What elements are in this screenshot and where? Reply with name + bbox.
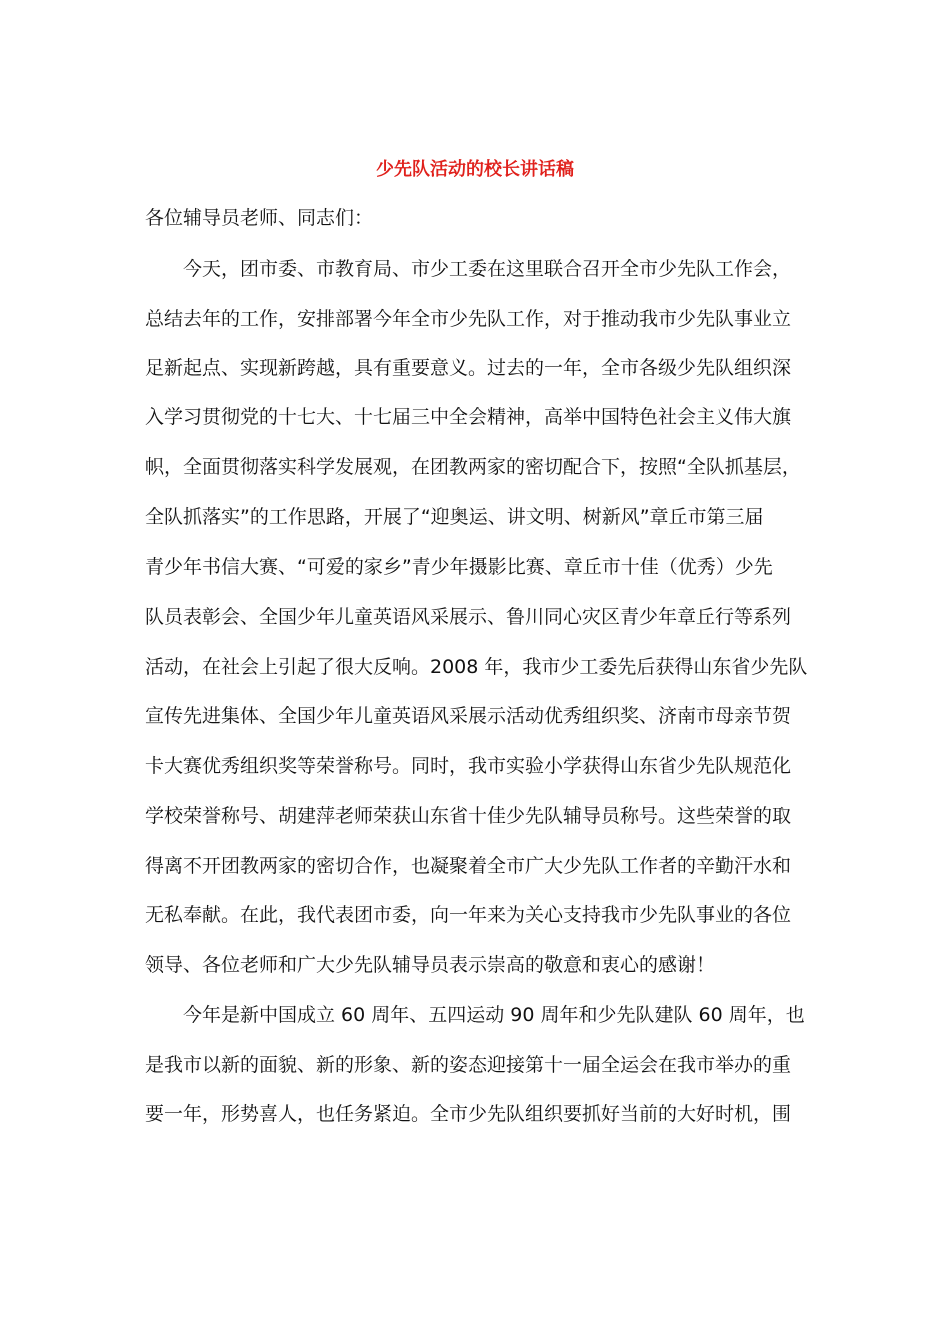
paragraph-line: 今天，团市委、市教育局、市少工委在这里联合召开全市少先队工作会， [183,258,792,280]
paragraph-line: 青少年书信大赛、“可爱的家乡”青少年摄影比赛、章丘市十佳（优秀）少先 [145,556,773,578]
paragraph-line: 是我市以新的面貌、新的形象、新的姿态迎接第十一届全运会在我市举办的重 [145,1054,792,1076]
paragraph-line: 要一年，形势喜人，也任务紧迫。全市少先队组织要抓好当前的大好时机，围 [145,1103,792,1125]
paragraph-line: 今年是新中国成立 60 周年、五四运动 90 周年和少先队建队 60 周年，也 [183,1004,805,1026]
paragraph-line: 得离不开团教两家的密切合作，也凝聚着全市广大少先队工作者的辛勤汗水和 [145,855,792,877]
paragraph-line: 学校荣誉称号、胡建萍老师荣获山东省十佳少先队辅导员称号。这些荣誉的取 [145,805,792,827]
paragraph-line: 无私奉献。在此，我代表团市委，向一年来为关心支持我市少先队事业的各位 [145,904,792,926]
paragraph-line: 全队抓落实”的工作思路，开展了“迎奥运、讲文明、树新风”章丘市第三届 [145,506,764,528]
paragraph-line: 活动，在社会上引起了很大反响。2008 年，我市少工委先后获得山东省少先队 [145,656,808,678]
paragraph-line: 领导、各位老师和广大少先队辅导员表示崇高的敬意和衷心的感谢！ [145,954,716,976]
paragraph-line: 足新起点、实现新跨越，具有重要意义。过去的一年，全市各级少先队组织深 [145,357,792,379]
salutation: 各位辅导员老师、同志们： [145,207,374,229]
paragraph-line: 宣传先进集体、全国少年儿童英语风采展示活动优秀组织奖、济南市母亲节贺 [145,705,792,727]
paragraph-line: 队员表彰会、全国少年儿童英语风采展示、鲁川同心灾区青少年章丘行等系列 [145,606,792,628]
paragraph-line: 总结去年的工作，安排部署今年全市少先队工作，对于推动我市少先队事业立 [145,308,792,330]
paragraph-line: 帜，全面贯彻落实科学发展观，在团教两家的密切配合下，按照“全队抓基层， [145,456,801,478]
document-title: 少先队活动的校长讲话稿 [376,159,574,180]
paragraph-line: 卡大赛优秀组织奖等荣誉称号。同时，我市实验小学获得山东省少先队规范化 [145,755,792,777]
paragraph-line: 入学习贯彻党的十七大、十七届三中全会精神，高举中国特色社会主义伟大旗 [145,406,792,428]
